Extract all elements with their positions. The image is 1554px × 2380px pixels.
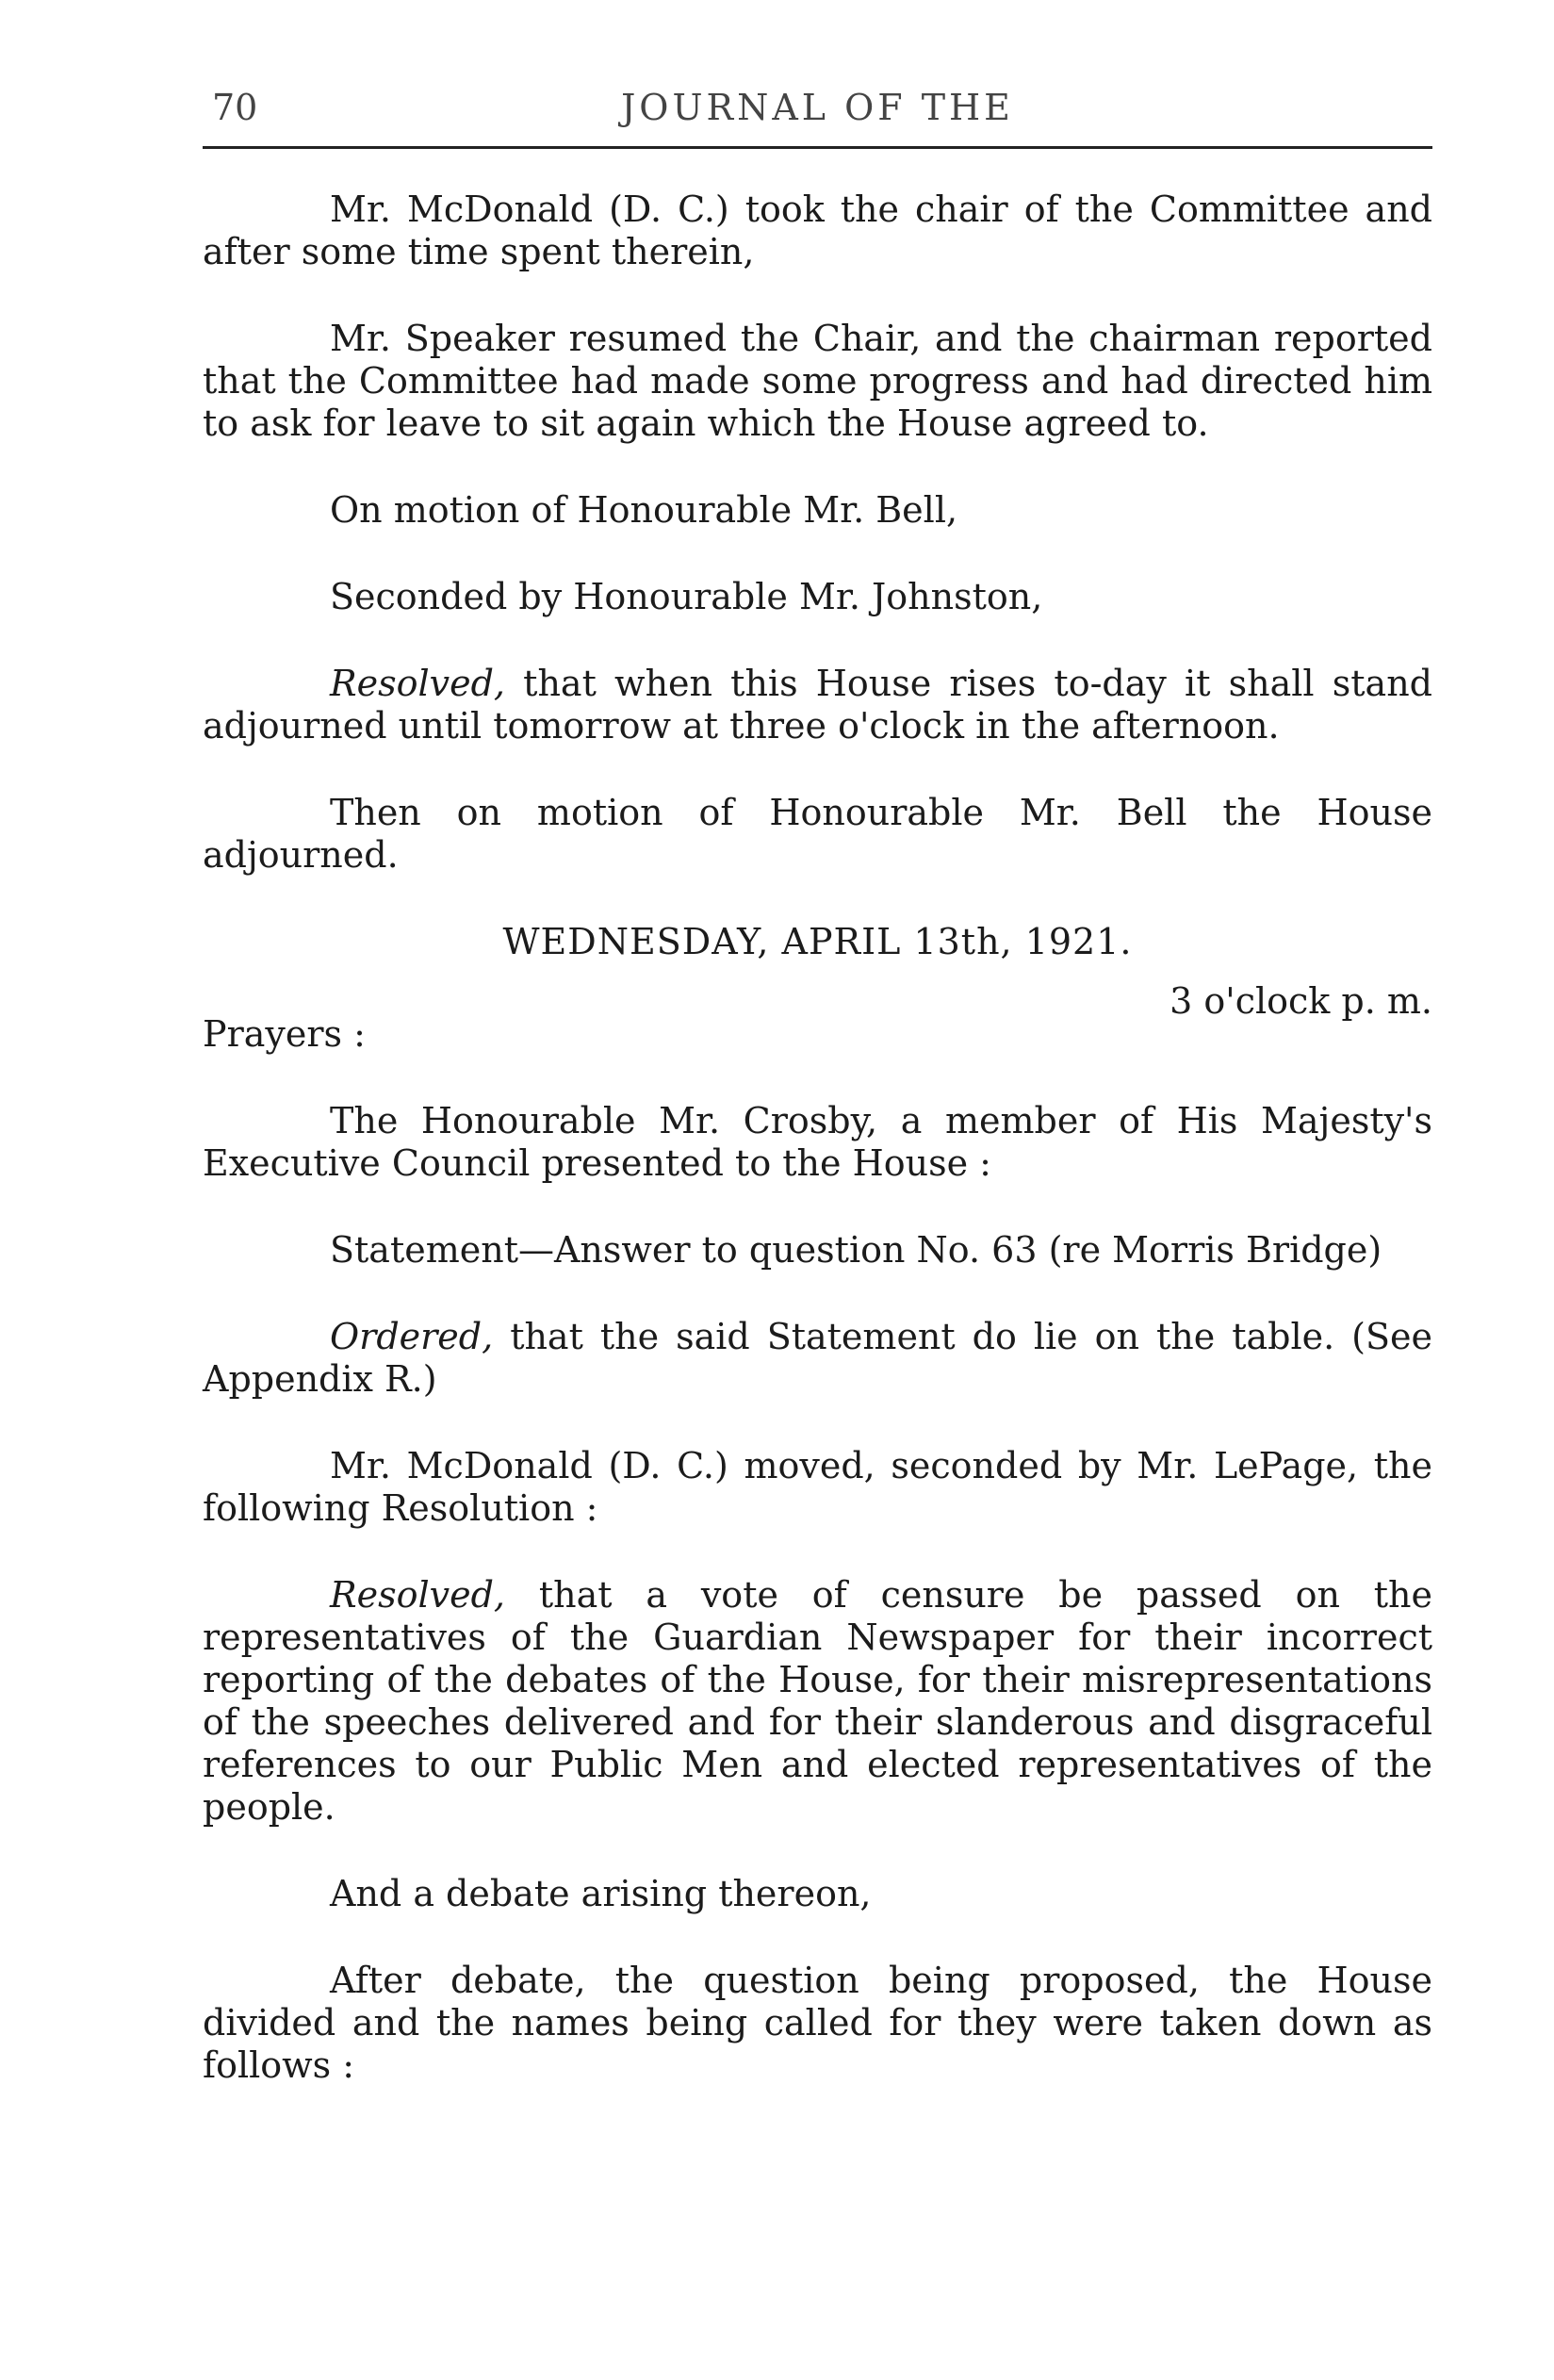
- paragraph-speaker-resumed: Mr. Speaker resumed the Chair, and the chairman reported that the Committee had made some progress and had directed him to ask for leave to sit again which the House agreed to.: [203, 318, 1432, 444]
- ordered-text: that the said Statement do lie on the table. (See Appendix R.): [203, 1316, 1432, 1400]
- statement-line: Statement—Answer to question No. 63 (re Morris Bridge): [330, 1229, 1382, 1271]
- paragraph-resolved-censure: [203, 1574, 1432, 1829]
- resolved-lead: Resolved,: [330, 663, 505, 704]
- paragraph-ordered: [203, 1316, 1432, 1401]
- ordered-lead: Ordered,: [330, 1316, 494, 1357]
- paragraph-crosby: The Honourable Mr. Crosby, a member of His Majesty's Executive Council presented to the House :: [203, 1100, 1432, 1184]
- header-rule: [203, 146, 1432, 149]
- paragraph-committee-chair: Mr. McDonald (D. C.) took the chair of the Committee and after some time spent therein,: [203, 189, 1432, 272]
- running-title: JOURNAL OF THE: [621, 87, 1014, 128]
- paragraph-mcdonald-moved: Mr. McDonald (D. C.) moved, seconded by Mr. LePage, the following Resolution :: [203, 1445, 1432, 1529]
- censure-text: that a vote of censure be passed on the representatives of the Guardian Newspaper for their incorrect reporting of the debates of the House, for their misrepresentations of the speeches delivered and for their slanderous and disgraceful references to our Public Men and elected representatives of the people.: [203, 1574, 1432, 1828]
- page-header: [203, 87, 1432, 153]
- time-line: 3 o'clock p. m.: [1170, 980, 1432, 1022]
- motion-line: On motion of Honourable Mr. Bell,: [330, 489, 958, 531]
- resolved-text: that when this House rises to-day it shall stand adjourned until tomorrow at three o'clock in the afternoon.: [203, 663, 1432, 747]
- paragraph-division: After debate, the question being proposed, the House divided and the names being called for they were taken down as follows :: [203, 1960, 1432, 2086]
- seconded-line: Seconded by Honourable Mr. Johnston,: [330, 576, 1043, 617]
- page-number: 70: [212, 87, 258, 128]
- paragraph-adjourned: Then on motion of Honourable Mr. Bell the House adjourned.: [203, 792, 1432, 876]
- journal-body: [203, 189, 1432, 2087]
- paragraph-resolved-adjourn: [203, 663, 1432, 747]
- prayers-line: Prayers :: [203, 1013, 366, 1055]
- date-heading: WEDNESDAY, APRIL 13th, 1921.: [502, 921, 1133, 962]
- censure-lead: Resolved,: [330, 1574, 505, 1616]
- debate-arising-line: And a debate arising thereon,: [330, 1873, 872, 1914]
